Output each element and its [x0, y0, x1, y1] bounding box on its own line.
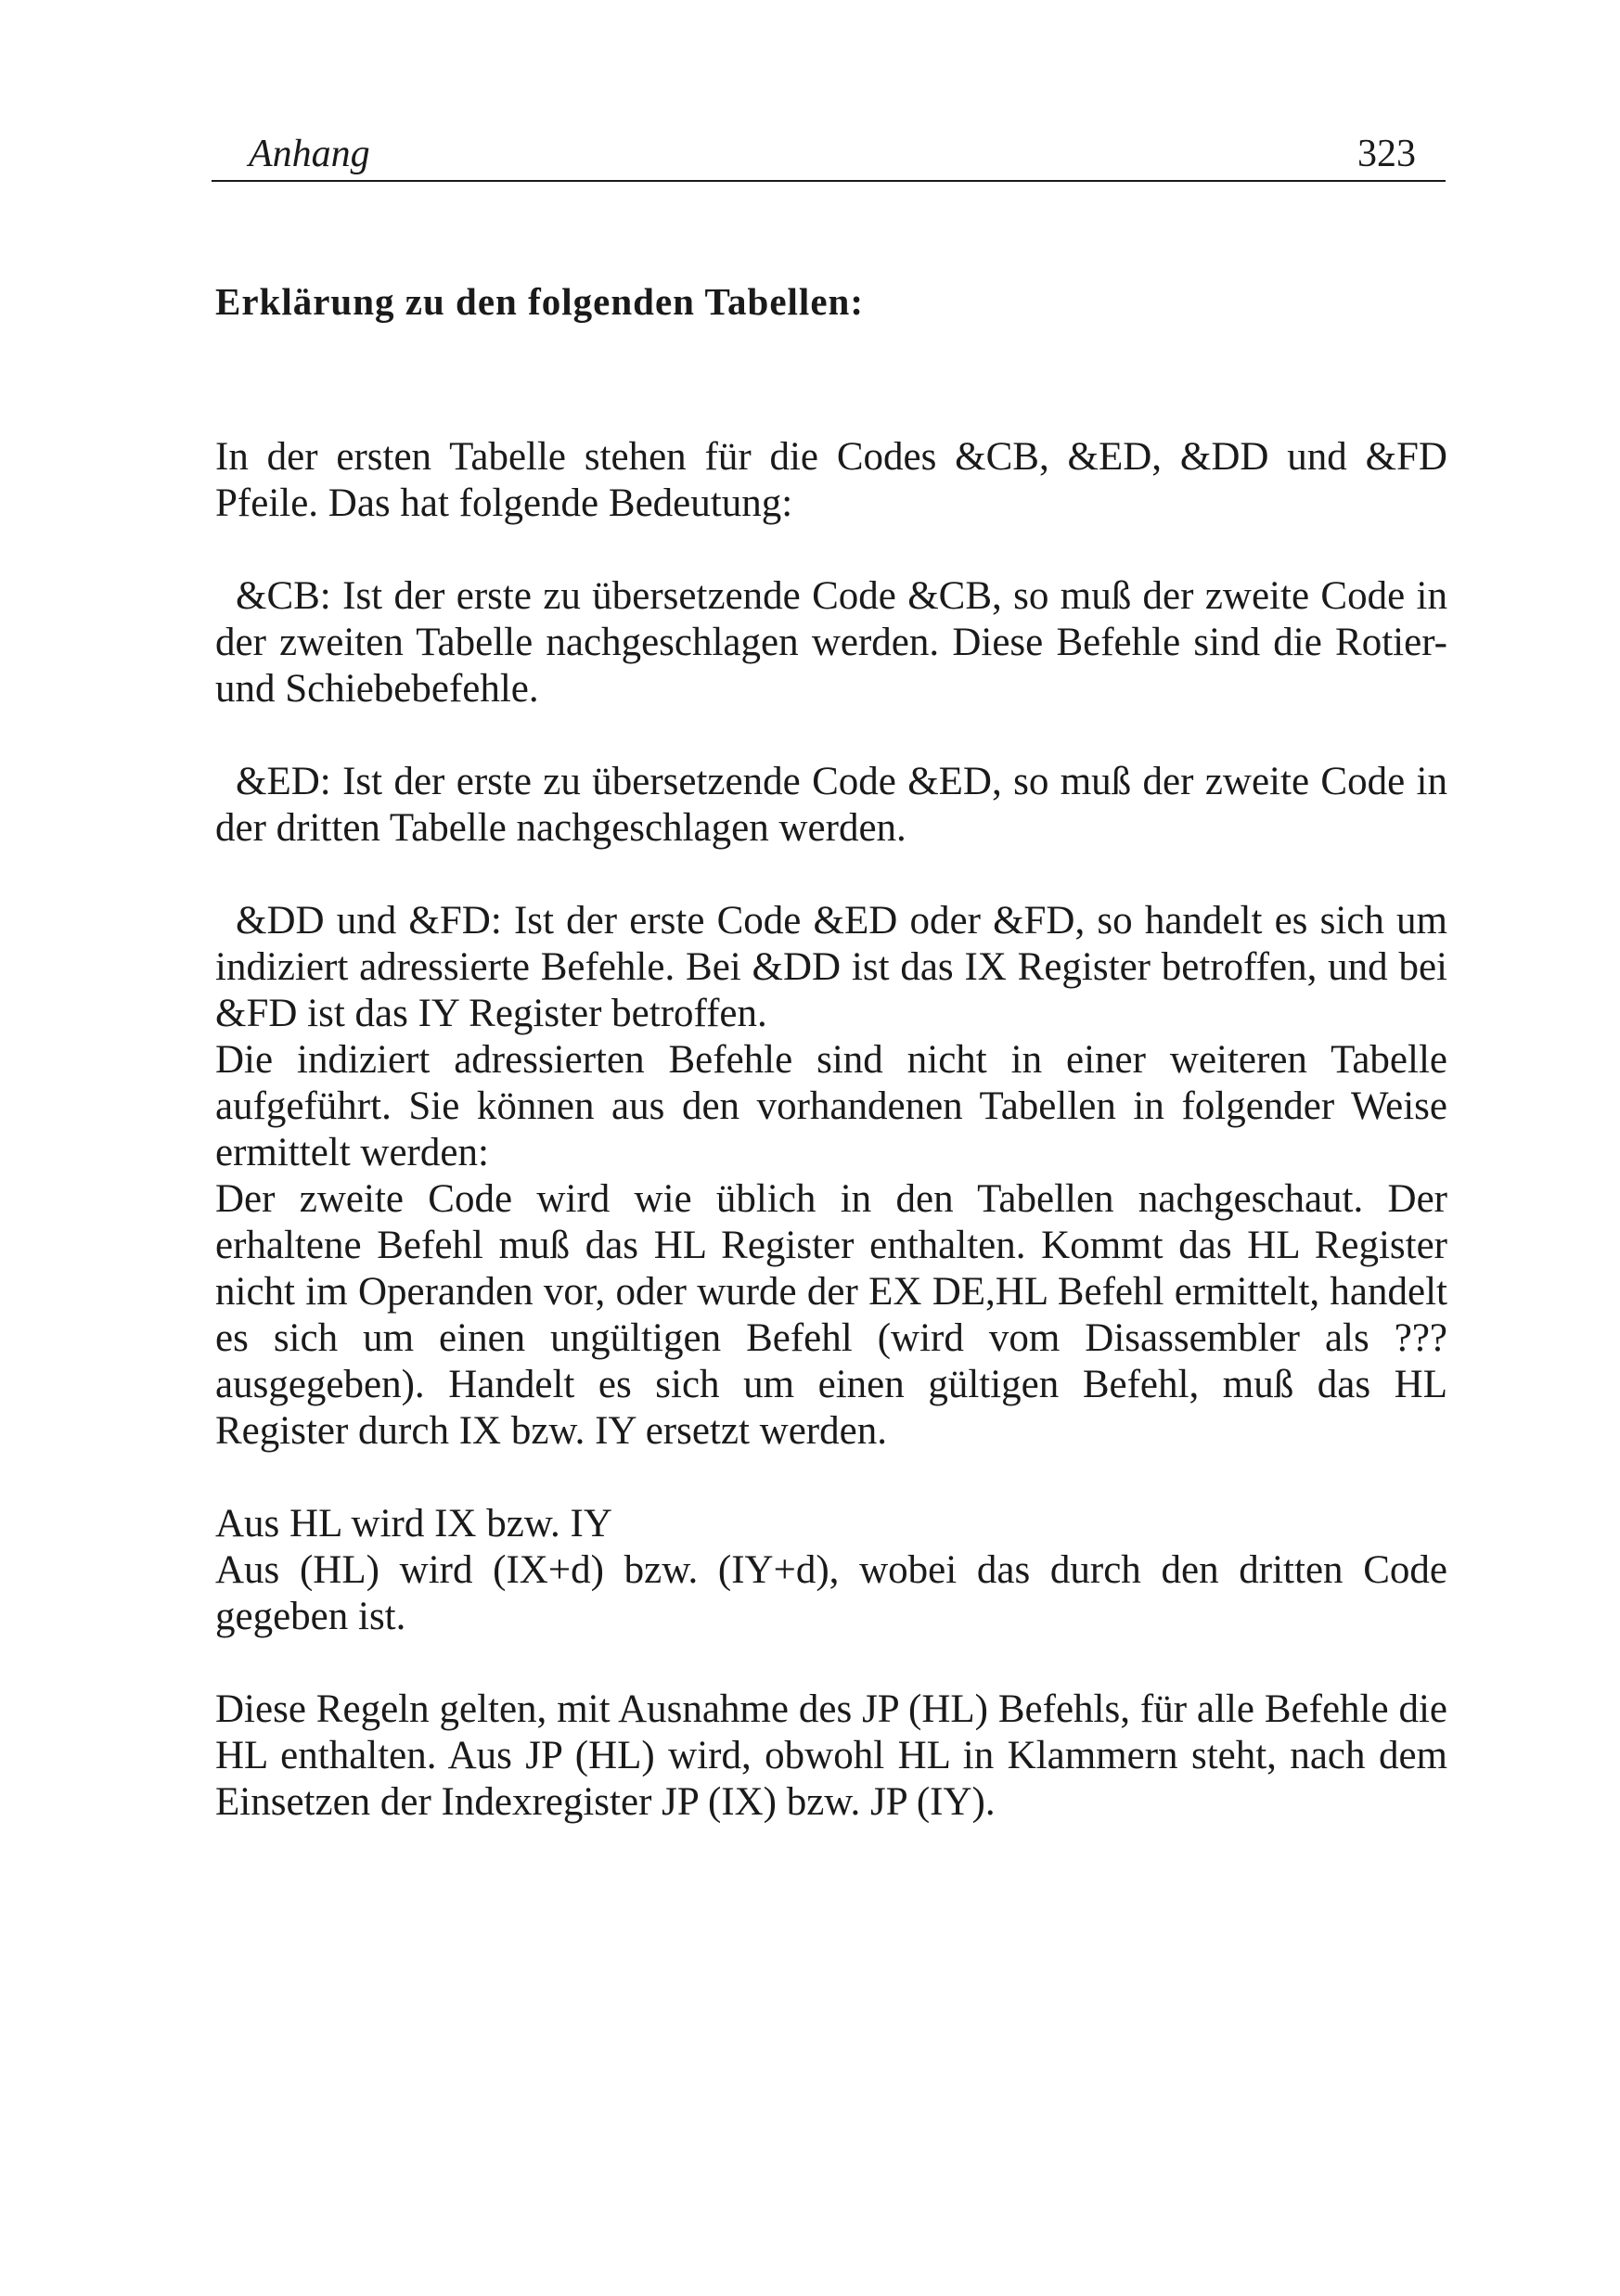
page-number: 323 [1357, 133, 1416, 175]
running-header [212, 128, 1446, 182]
ed-paragraph: &ED: Ist der erste zu übersetzende Code &ED, so muß der zweite Code in der dritten Tabelle nachgeschlagen werden. [215, 760, 1447, 850]
section-heading: Erklärung zu den folgenden Tabellen: [215, 280, 864, 323]
dd-fd-paragraph: &DD und &FD: Ist der erste Code &ED oder &FD, so handelt es sich um indiziert adressierte Befehle. Bei &DD ist das IX Register betroffen, und bei &FD ist das IY Register betroffen. [215, 899, 1447, 1035]
closing-paragraph: Diese Regeln gelten, mit Ausnahme des JP (HL) Befehls, für alle Befehle die HL enthalten. Aus JP (HL) wird, obwohl HL in Klammern steht, nach dem Einsetzen der Indexregister JP (IX) bzw. JP (IY). [215, 1687, 1447, 1824]
intro-paragraph: In der ersten Tabelle stehen für die Codes &CB, &ED, &DD und &FD Pfeile. Das hat folgende Bedeutung: [215, 435, 1447, 525]
procedure-paragraph: Der zweite Code wird wie üblich in den Tabellen nachgeschaut. Der erhaltene Befehl muß das HL Register enthalten. Kommt das HL Register nicht im Operanden vor, oder wurde der EX DE,HL Befehl ermittelt, handelt es sich um einen ungültigen Befehl (wird vom Disassembler als ??? ausgegeben). Handelt es sich um einen gültigen Befehl, muß das HL Register durch IX bzw. IY ersetzt werden. [215, 1177, 1447, 1453]
cb-paragraph: &CB: Ist der erste zu übersetzende Code &CB, so muß der zweite Code in der zweiten Tabelle nachgeschlagen werden. Diese Befehle sind die Rotier- und Schiebebefehle. [215, 574, 1447, 711]
rule-indirect-hl: Aus (HL) wird (IX+d) bzw. (IY+d), wobei das durch den dritten Code gegeben ist. [215, 1548, 1447, 1638]
body-text [215, 278, 1447, 1872]
indexed-paragraph: Die indiziert adressierten Befehle sind nicht in einer weiteren Tabelle aufgeführt. Sie können aus den vorhandenen Tabellen in folgender Weise ermittelt werden: [215, 1038, 1447, 1174]
chapter-title: Anhang [249, 133, 370, 175]
rule-hl-to-ix: Aus HL wird IX bzw. IY [215, 1502, 612, 1546]
